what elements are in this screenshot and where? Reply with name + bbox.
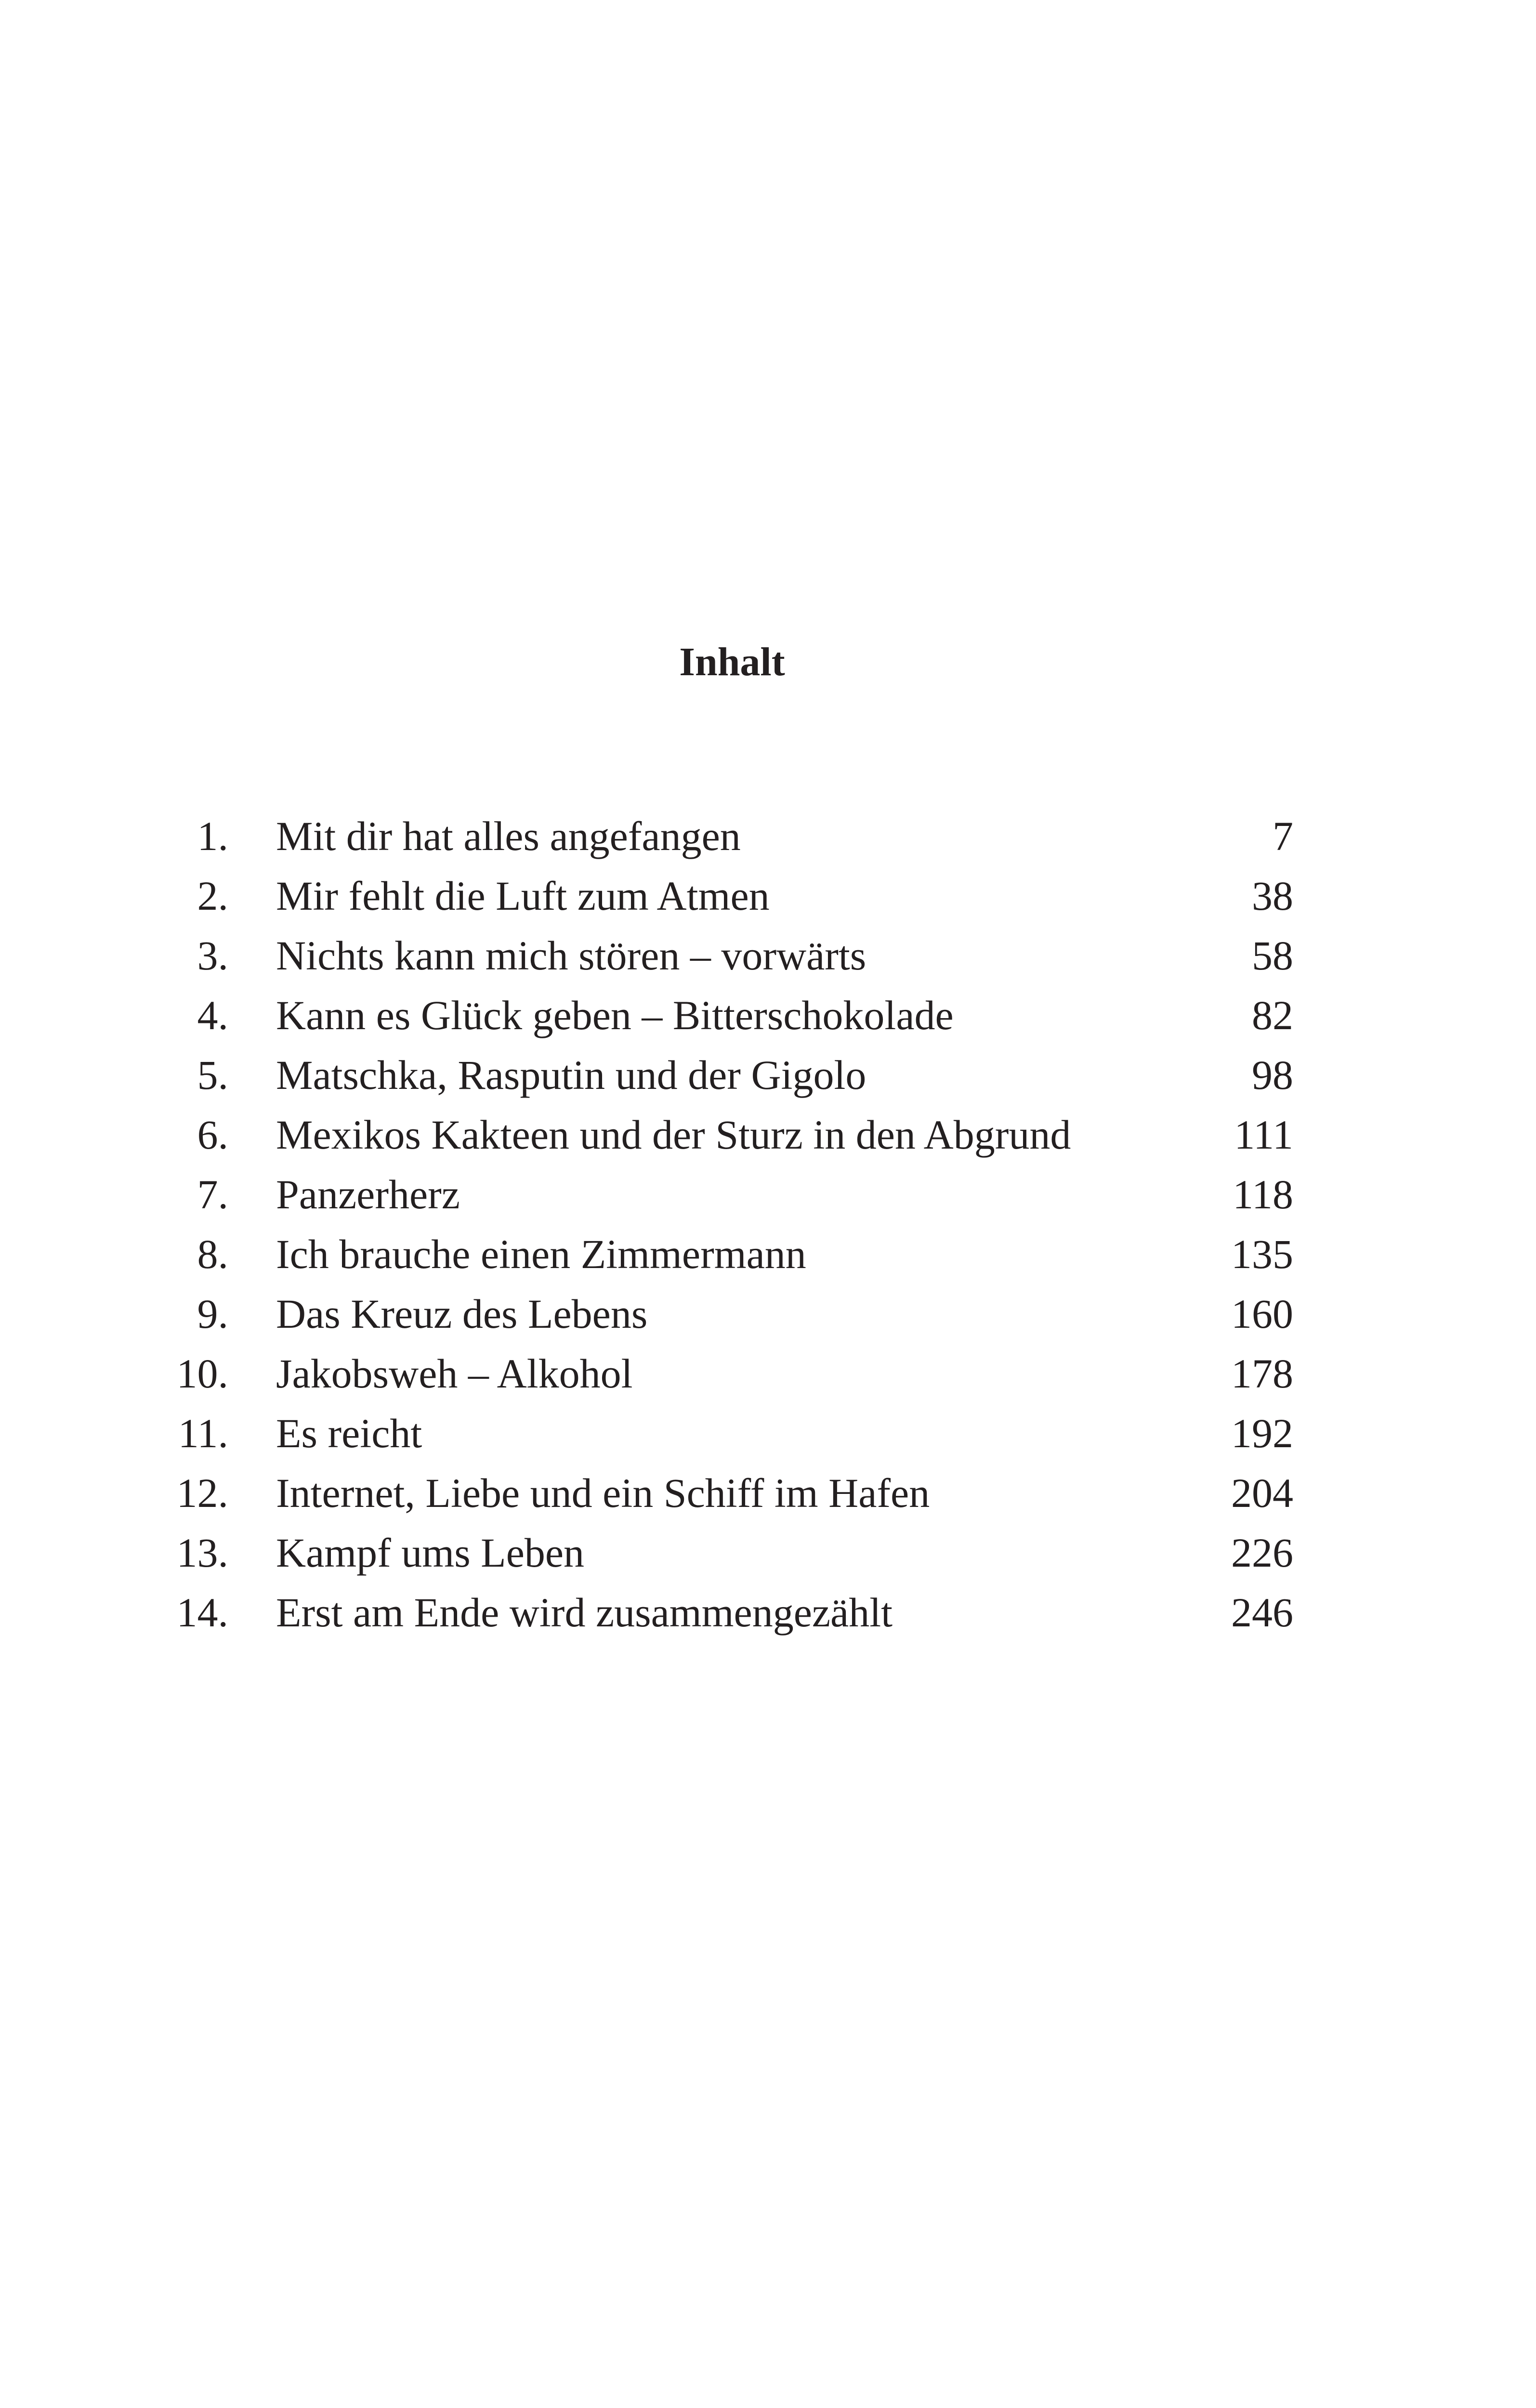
toc-entry <box>0 866 1536 926</box>
toc-entry-title: Ich brauche einen Zimmermann <box>276 1231 806 1277</box>
toc-entry-title: Es reicht <box>276 1410 422 1456</box>
toc-entry <box>0 1045 1536 1105</box>
toc-entry-page: 204 <box>1231 1470 1293 1516</box>
toc-entry <box>0 926 1536 985</box>
toc-entry-page: 135 <box>1231 1231 1293 1277</box>
toc-entry-page: 38 <box>1252 873 1293 919</box>
toc-entry-page: 226 <box>1231 1530 1293 1576</box>
toc-entry <box>0 806 1536 866</box>
toc-entry-number: 6. <box>197 1112 228 1158</box>
toc-entry-page: 118 <box>1233 1171 1293 1217</box>
toc-list <box>0 806 1536 1642</box>
toc-entry <box>0 1523 1536 1583</box>
toc-entry-page: 192 <box>1231 1410 1293 1456</box>
toc-entry-number: 7. <box>197 1171 228 1217</box>
toc-entry-number: 1. <box>197 813 228 859</box>
toc-entry <box>0 1344 1536 1403</box>
toc-entry-number: 13. <box>176 1530 228 1576</box>
toc-entry-title: Jakobsweh – Alkohol <box>276 1350 633 1397</box>
toc-entry-page: 246 <box>1231 1589 1293 1636</box>
toc-entry-number: 14. <box>176 1589 228 1636</box>
toc-entry <box>0 1583 1536 1642</box>
toc-entry-page: 111 <box>1234 1112 1293 1158</box>
toc-entry-page: 7 <box>1273 813 1293 859</box>
toc-entry-page: 98 <box>1252 1052 1293 1098</box>
toc-entry <box>0 1463 1536 1523</box>
toc-entry-number: 9. <box>197 1291 228 1337</box>
toc-entry-page: 82 <box>1252 992 1293 1038</box>
toc-entry <box>0 1224 1536 1284</box>
toc-entry <box>0 1403 1536 1463</box>
toc-entry-number: 11. <box>178 1410 228 1456</box>
toc-entry-title: Erst am Ende wird zusammengezählt <box>276 1589 893 1636</box>
toc-entry <box>0 1165 1536 1224</box>
toc-entry-title: Kampf ums Leben <box>276 1530 585 1576</box>
toc-entry <box>0 1284 1536 1344</box>
toc-entry-number: 5. <box>197 1052 228 1098</box>
toc-entry-number: 10. <box>176 1350 228 1397</box>
toc-entry-title: Mit dir hat alles angefangen <box>276 813 741 859</box>
toc-entry-page: 160 <box>1231 1291 1293 1337</box>
toc-entry-title: Das Kreuz des Lebens <box>276 1291 648 1337</box>
toc-entry-page: 178 <box>1231 1350 1293 1397</box>
toc-entry-number: 8. <box>197 1231 228 1277</box>
toc-entry-title: Panzerherz <box>276 1171 460 1217</box>
toc-entry <box>0 985 1536 1045</box>
toc-entry <box>0 1105 1536 1165</box>
toc-entry-number: 3. <box>197 932 228 979</box>
page-title: Inhalt <box>679 640 785 684</box>
toc-entry-title: Matschka, Rasputin und der Gigolo <box>276 1052 866 1098</box>
toc-entry-number: 12. <box>176 1470 228 1516</box>
toc-entry-title: Kann es Glück geben – Bitterschokolade <box>276 992 954 1038</box>
toc-entry-page: 58 <box>1252 932 1293 979</box>
toc-entry-number: 4. <box>197 992 228 1038</box>
toc-entry-title: Nichts kann mich stören – vorwärts <box>276 932 866 979</box>
toc-entry-number: 2. <box>197 873 228 919</box>
toc-entry-title: Mexikos Kakteen und der Sturz in den Abgrund <box>276 1112 1071 1158</box>
toc-entry-title: Mir fehlt die Luft zum Atmen <box>276 873 770 919</box>
toc-entry-title: Internet, Liebe und ein Schiff im Hafen <box>276 1470 930 1516</box>
